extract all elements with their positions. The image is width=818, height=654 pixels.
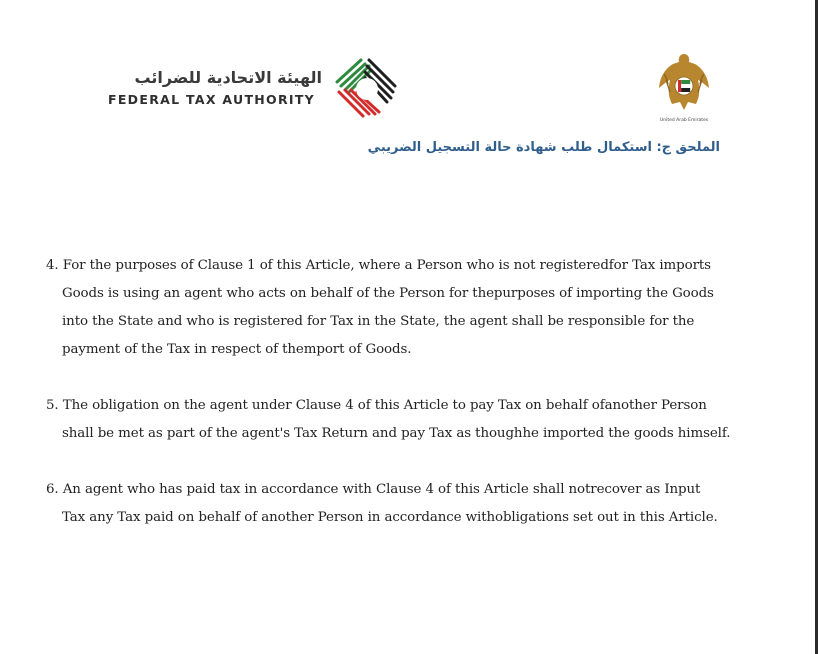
clause-line: Tax any Tax paid on behalf of another Person in accordance withobligations set out in this Article.: [62, 510, 718, 525]
clause-line: into the State and who is registered for Tax in the State, the agent shall be responsible for the: [62, 314, 695, 329]
clause-line: Goods is using an agent who acts on behalf of the Person for thepurposes of importing the Goods: [62, 286, 714, 301]
clause-line: 5. The obligation on the agent under Clause 4 of this Article to pay Tax on behalf ofanother Person: [46, 398, 707, 413]
uae-caption: United Arab Emirates: [659, 118, 709, 123]
clause-line: shall be met as part of the agent's Tax Return and pay Tax as thoughhe imported the goods himself.: [62, 426, 731, 441]
clause-4: [46, 252, 786, 364]
fta-english-name: FEDERAL TAX AUTHORITY: [108, 92, 316, 107]
fta-emblem-icon: [331, 52, 403, 124]
uae-falcon-emblem-icon: [656, 50, 712, 114]
fta-arabic-name: الهيئة الاتحادية للضرائب: [134, 68, 322, 87]
clause-5: [46, 392, 786, 448]
clause-line: payment of the Tax in respect of themport of Goods.: [62, 342, 412, 357]
clause-6: [46, 476, 786, 532]
annex-title: الملحق ج: استكمال طلب شهادة حالة التسجيل الضريبي: [367, 140, 720, 155]
clauses-body: [46, 252, 786, 560]
clause-line: 4. For the purposes of Clause 1 of this Article, where a Person who is not registeredfor Tax imports: [46, 258, 711, 273]
clause-line: 6. An agent who has paid tax in accordance with Clause 4 of this Article shall notrecover as Input: [46, 482, 701, 497]
